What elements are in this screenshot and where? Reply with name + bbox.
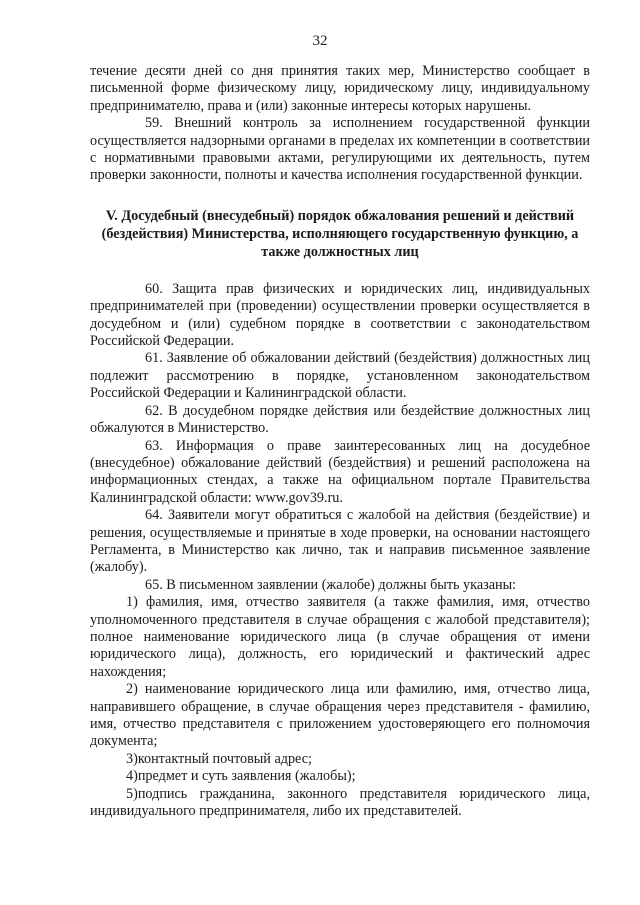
list-item-3: 3)контактный почтовый адрес; bbox=[126, 750, 312, 767]
list-item-1: 1) фамилия, имя, отчество заявителя (а также фамилия, имя, отчество уполномоченного представителя в случае обращения с жалобой представителя); полное наименование юридического лица (в случае обращения от имени юридического лица), должность, его юридический и фактический адрес нахождения; bbox=[90, 594, 590, 680]
paragraph-continuation: течение десяти дней со дня принятия таких мер, Министерство сообщает в письменной форме физическому лицу, юридическому лицу, индивидуальному предпринимателю, права и (или) законные интересы которых нарушены. bbox=[90, 63, 590, 114]
paragraph-64: 64. Заявители могут обратиться с жалобой на действия (бездействие) и решения, осуществляемые и принятые в ходе проверки, на основании настоящего Регламента, в Министерство как лично, так и направив письменное заявление (жалобу). bbox=[90, 507, 590, 576]
list-item-4: 4)предмет и суть заявления (жалобы); bbox=[126, 768, 356, 785]
paragraph-61: 61. Заявление об обжаловании действий (бездействия) должностных лиц подлежит рассмотрению в порядке, установленном законодательством Российской Федерации и Калининградской области. bbox=[90, 350, 590, 402]
list-item-2: 2) наименование юридического лица или фамилию, имя, отчество лица, направившего обращение, в случае обращения через представителя - фамилию, имя, отчество представителя с приложением удостоверяющего его полномочия документа; bbox=[90, 681, 590, 750]
paragraph-60: 60. Защита прав физических и юридических лиц, индивидуальных предпринимателей при (проведении) осуществлении проверки осуществляется в досудебном и (или) судебном порядке в соответствии с законодательством Российской Федерации. bbox=[90, 280, 590, 350]
document-body bbox=[90, 63, 590, 820]
paragraph-65: 65. В письменном заявлении (жалобе) должны быть указаны: bbox=[145, 576, 517, 593]
paragraph-62: 62. В досудебном порядке действия или бездействие должностных лиц обжалуются в Министерство. bbox=[90, 402, 590, 437]
paragraph-59: 59. Внешний контроль за исполнением государственной функции осуществляется надзорными органами в пределах их компетенции в соответствии с нормативными правовыми актами, регулирующими их деятельность, путем проверки законности, полноты и качества исполнения государственной функции. bbox=[90, 115, 590, 184]
section-heading: V. Досудебный (внесудебный) порядок обжалования решений и действий (бездействия) Министерства, исполняющего государственную функцию, а также должностных лиц bbox=[101, 207, 579, 260]
list-item-5: 5)подпись гражданина, законного представителя юридического лица, индивидуального предпринимателя, либо их представителей. bbox=[90, 785, 590, 820]
page-number: 32 bbox=[312, 33, 328, 49]
paragraph-63: 63. Информация о праве заинтересованных лиц на досудебное (внесудебное) обжалование действий (бездействия) и решений расположена на информационных стендах, а также на официальном портале Правительства Калининградской области: www.gov39.ru. bbox=[90, 437, 590, 506]
